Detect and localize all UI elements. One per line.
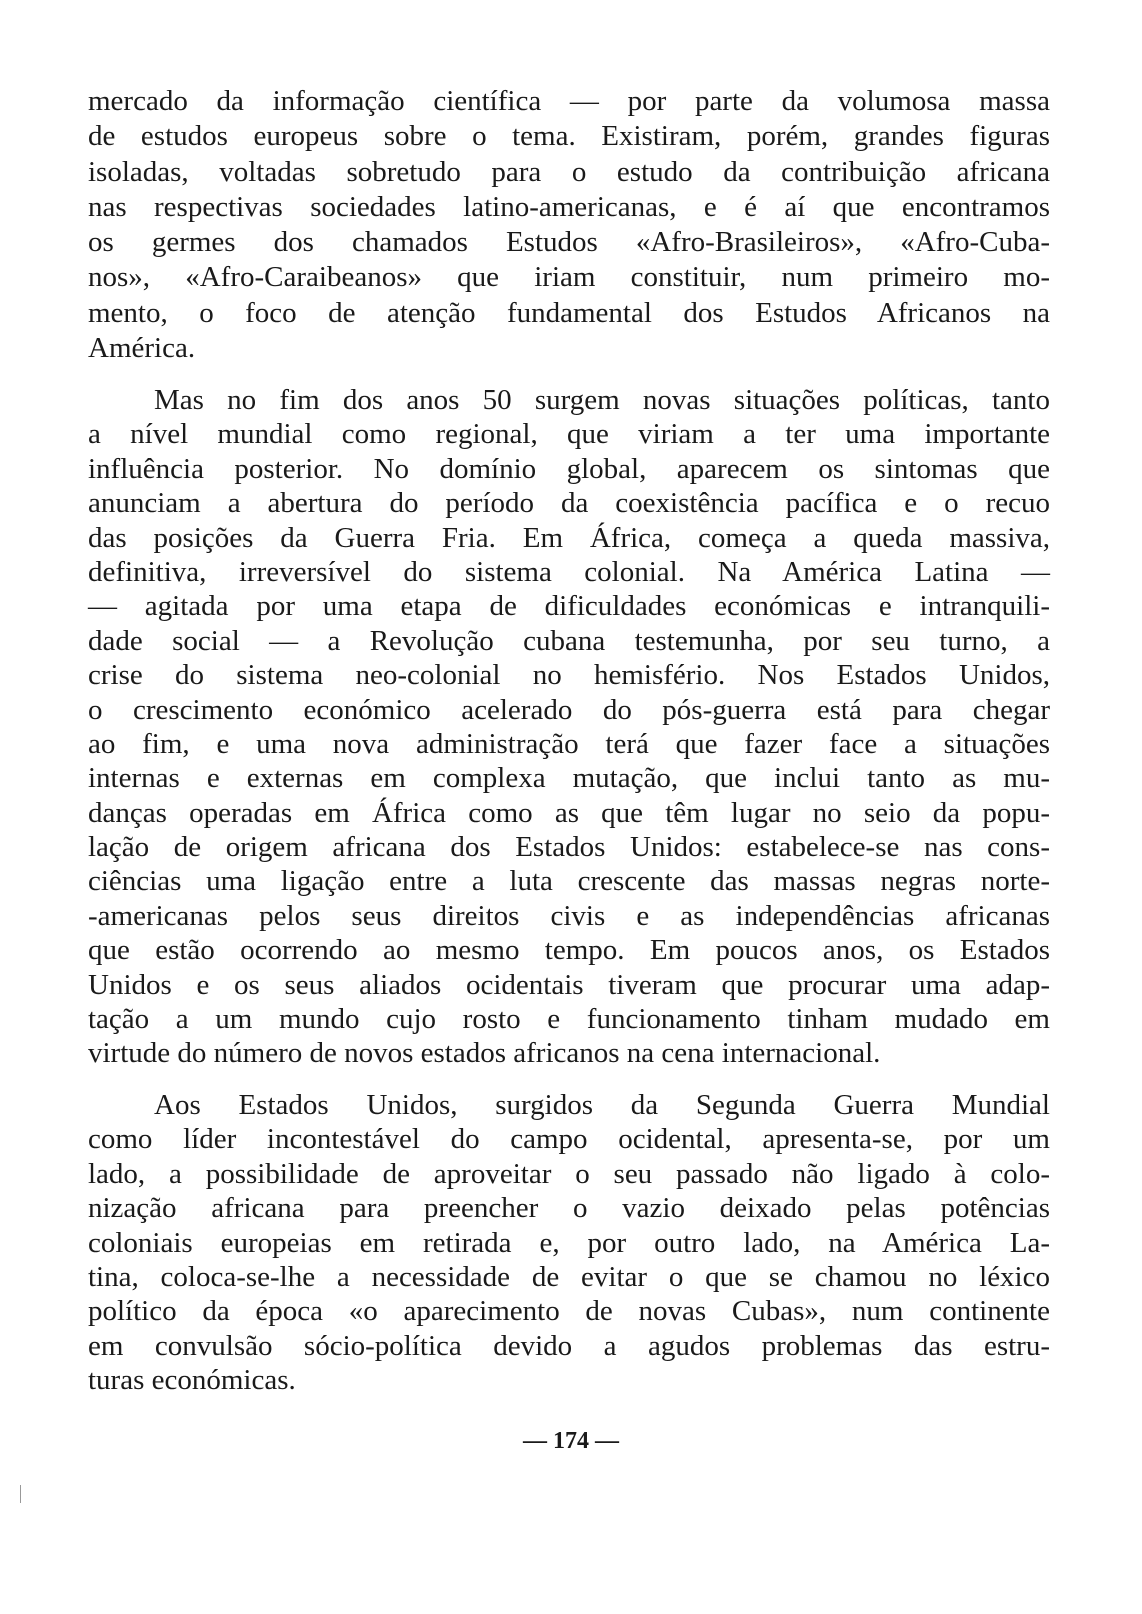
text-line: de estudos europeus sobre o tema. Existiram, porém, grandes figuras (88, 120, 1050, 153)
text-line: a nível mundial como regional, que viriam a ter uma importante (88, 418, 1050, 451)
text-line: os germes dos chamados Estudos «Afro-Brasileiros», «Afro-Cuba- (88, 226, 1050, 259)
text-line: lado, a possibilidade de aproveitar o seu passado não ligado à colo- (88, 1157, 1050, 1190)
scan-mark (20, 1485, 21, 1503)
page-number: — 174 — (523, 1428, 619, 1454)
text-line: nização africana para preencher o vazio deixado pelas potências (88, 1192, 1050, 1225)
text-line: definitiva, irreversível do sistema colonial. Na América Latina — (88, 555, 1050, 588)
paragraph-3 (88, 1088, 1050, 1398)
paragraph-2 (88, 383, 1050, 1071)
text-line: das posições da Guerra Fria. Em África, começa a queda massiva, (88, 521, 1050, 554)
text-line: crise do sistema neo-colonial no hemisfério. Nos Estados Unidos, (88, 659, 1050, 692)
text-line: ciências uma ligação entre a luta crescente das massas negras norte- (88, 865, 1050, 898)
text-line: América. (88, 332, 196, 365)
text-line: Aos Estados Unidos, surgidos da Segunda Guerra Mundial (154, 1089, 1050, 1121)
paragraph-1 (88, 84, 1050, 366)
text-line: influência posterior. No domínio global, aparecem os sintomas que (88, 452, 1050, 485)
text-line: anunciam a abertura do período da coexistência pacífica e o recuo (88, 487, 1050, 520)
text-line: tina, coloca-se-lhe a necessidade de evitar o que se chamou no léxico (88, 1260, 1050, 1293)
text-line: turas económicas. (88, 1364, 296, 1397)
text-line: virtude do número de novos estados africanos na cena internacional. (88, 1037, 881, 1070)
text-line: nas respectivas sociedades latino-americanas, e é aí que encontramos (88, 190, 1050, 223)
text-line: o crescimento económico acelerado do pós-guerra está para chegar (88, 693, 1050, 726)
text-line: Unidos e os seus aliados ocidentais tiveram que procurar uma adap- (88, 968, 1050, 1001)
text-line: político da época «o aparecimento de novas Cubas», num continente (88, 1295, 1050, 1328)
text-line: lação de origem africana dos Estados Unidos: estabelece-se nas cons- (88, 831, 1050, 864)
text-line: tação a um mundo cujo rosto e funcionamento tinham mudado em (88, 1003, 1050, 1036)
text-line: como líder incontestável do campo ocidental, apresenta-se, por um (88, 1123, 1050, 1156)
text-line: mento, o foco de atenção fundamental dos Estudos Africanos na (88, 296, 1050, 329)
text-line: isoladas, voltadas sobretudo para o estudo da contribuição africana (88, 155, 1050, 188)
text-line: ao fim, e uma nova administração terá que fazer face a situações (88, 727, 1050, 760)
text-line: nos», «Afro-Caraibeanos» que iriam constituir, num primeiro mo- (88, 261, 1050, 294)
text-line: internas e externas em complexa mutação, que inclui tanto as mu- (88, 762, 1050, 795)
text-line: que estão ocorrendo ao mesmo tempo. Em poucos anos, os Estados (88, 934, 1050, 967)
text-line: mercado da informação científica — por parte da volumosa massa (88, 85, 1050, 117)
text-line: dade social — a Revolução cubana testemunha, por seu turno, a (88, 624, 1050, 657)
text-line: danças operadas em África como as que têm lugar no seio da popu- (88, 796, 1050, 829)
text-line: coloniais europeias em retirada e, por outro lado, na América La- (88, 1226, 1050, 1259)
text-line: Mas no fim dos anos 50 surgem novas situações políticas, tanto (154, 384, 1050, 416)
text-line: em convulsão sócio-política devido a agudos problemas das estru- (88, 1329, 1050, 1362)
text-line: — agitada por uma etapa de dificuldades económicas e intranquili- (88, 590, 1050, 623)
text-line: -americanas pelos seus direitos civis e as independências africanas (88, 899, 1050, 932)
